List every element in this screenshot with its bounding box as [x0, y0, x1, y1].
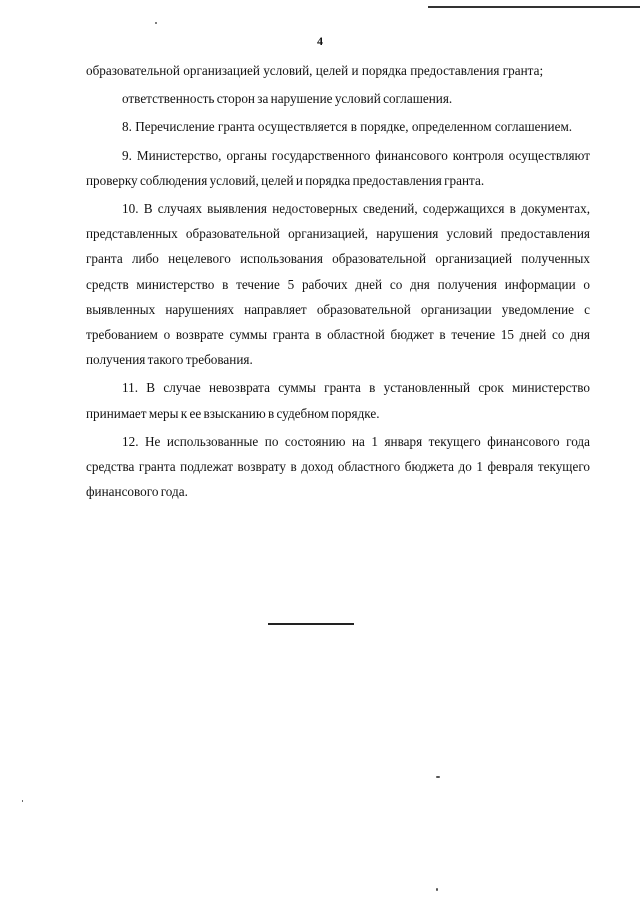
paragraph-9-compliance-check: 9. Министерство, органы государственного финансового контроля осуществляют проверку соблюдения условий, целей и порядка предоставления гранта.	[86, 147, 590, 188]
scan-speck	[436, 776, 440, 778]
page-number: 4	[317, 34, 323, 48]
paragraph-10-violations: 10. В случаях выявления недостоверных сведений, содержащихся в документах, представленных образовательной организацией, нарушения условий предоставления гранта либо нецелевого использования образовательной организацией полученных средств министерство в течение 5 рабочих дней со дня получения информации о выявленных нарушениях направляет образовательной организации уведомление с требованием о возврате суммы гранта в областной бюджет в течение 15 дней со дня получения такого требования.	[86, 201, 590, 368]
paragraph-8-grant-transfer: 8. Перечисление гранта осуществляется в порядке, определенном соглашением.	[122, 119, 573, 135]
closing-rule	[268, 623, 354, 625]
paragraph-party-responsibility: ответственность сторон за нарушение условий соглашения.	[122, 91, 453, 107]
paragraph-grant-conditions-continued: образовательной организацией условий, целей и порядка предоставления гранта;	[86, 63, 544, 78]
scan-speck	[436, 888, 438, 891]
document-body	[86, 58, 590, 507]
scan-speck	[155, 22, 157, 24]
scan-speck	[22, 800, 23, 802]
paragraph-11-non-return: 11. В случае невозврата суммы гранта в установленный срок министерство принимает меры к ее взысканию в судебном порядке.	[86, 380, 590, 421]
paragraph-12-unused-funds: 12. Не использованные по состоянию на 1 января текущего финансового года средства гранта подлежат возврату в доход областного бюджета до 1 февраля текущего финансового года.	[86, 433, 590, 500]
scan-edge-line	[428, 6, 640, 8]
